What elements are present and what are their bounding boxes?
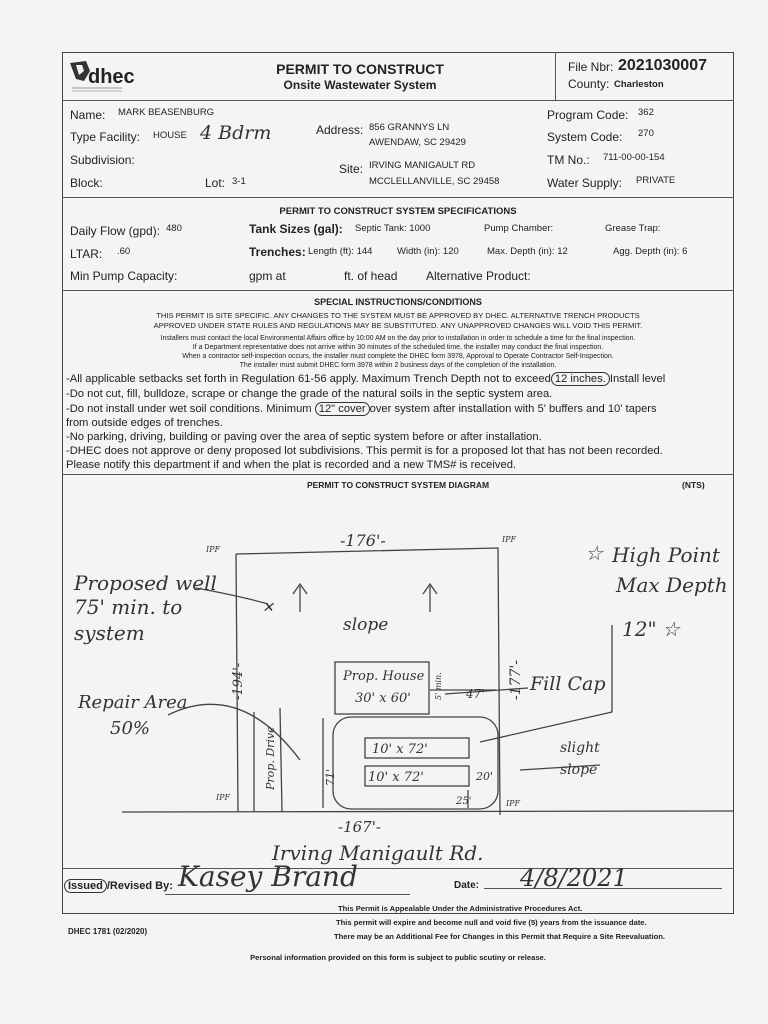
ipf-top-left: IPF [206,545,221,554]
inspection-note-3: When a contractor self-inspection occurs, the installer must complete the DHEC form 3978, Approval to Operate Contractor Self-Inspection. [182,353,614,360]
pump-chamber-label: Pump Chamber: [484,223,554,234]
name-value: MARK BEASENBURG [118,107,215,118]
cover-circled: 12" cover [315,402,370,416]
house-label-2: 30' x 60' [355,691,411,706]
bottom-dimension: -167'- [338,818,381,836]
gpm-label: gpm at [249,269,286,283]
ipf-top-right: IPF [502,535,517,544]
specs-title: PERMIT TO CONSTRUCT SYSTEM SPECIFICATIONS [279,206,517,217]
septic-tank-value: Septic Tank: 1000 [355,223,431,234]
high-point-star-icon-2: ☆ [662,617,680,641]
dim-25: 25' [456,796,472,807]
site-line-2: MCCLELLANVILLE, SC 29458 [369,176,500,187]
tm-no-label: TM No.: [547,153,590,167]
driveway-label: Prop. Drive [264,726,277,790]
inspection-note-1: Installers must contact the local Environmental Affairs office by 10:00 AM on the day prior to installation in order to schedule a time for the final inspection. [160,335,636,342]
date-label: Date: [454,880,480,891]
max-depth-circled: 12 inches. [551,372,610,386]
alt-product-label: Alternative Product: [426,269,531,283]
fee-note: There may be an Additional Fee for Changes in this Permit that Require a Site Reevaluation. [334,932,665,941]
daily-flow-label: Daily Flow (gpd): [70,224,161,238]
well-note-1: Proposed well [74,571,217,595]
trench-length: Length (ft): 144 [308,246,373,257]
system-code-value: 270 [638,128,654,139]
notice-line-2: APPROVED UNDER STATE RULES AND REGULATIONS MAY BE SUBSTITUTED. ANY UNAPPROVED CHANGES WILL VOID THIS PERMIT. [153,321,643,330]
issued-revised-label [64,880,173,892]
right-dimension: -177'- [508,659,524,700]
form-subtitle: Onsite Wastewater System [283,78,437,92]
diagram-title: PERMIT TO CONSTRUCT SYSTEM DIAGRAM [306,480,490,490]
bedroom-note: 4 Bdrm [200,122,272,144]
high-point-star-icon: ☆ [585,541,603,565]
left-dimension: -194'- [231,662,246,700]
ltar-label: LTAR: [70,247,103,261]
special-title: SPECIAL INSTRUCTIONS/CONDITIONS [314,297,482,307]
house-label-1: Prop. House [343,669,425,684]
repair-note-2: 50% [110,718,151,739]
program-code-value: 362 [638,107,654,118]
type-facility-value: HOUSE [153,130,187,141]
slope-label: slope [343,615,389,635]
program-code-label: Program Code: [547,108,629,122]
trench-2-label: 10' x 72' [368,770,424,785]
well-note-3: system [74,621,145,645]
file-nbr-value: 2021030007 [618,57,707,74]
install-level-text: Install level [609,373,666,385]
tm-no-value: 711-00-00-154 [603,152,665,163]
address-line-2: AWENDAW, SC 29429 [369,137,466,148]
dim-71: 71' [324,768,337,786]
water-supply-value: PRIVATE [636,175,676,186]
condition-setbacks-text: -All applicable setbacks set forth in Regulation 61-56 apply. Maximum Trench Depth not to exceed [66,373,551,385]
condition-plat-notify: Please notify this department if and when the plat is recorded and a new TMS# is received. [66,459,517,471]
slope-arrow-right [423,584,437,612]
driveway-line-2 [280,708,282,812]
trenches-label: Trenches: [249,245,306,259]
ipf-bottom-left: IPF [216,793,231,802]
slight-slope-2: slope [560,762,598,778]
site-line-1: IRVING MANIGAULT RD [369,160,476,171]
privacy-note: Personal information provided on this form is subject to public scutiny or release. [250,953,546,962]
type-facility-label: Type Facility: [70,130,141,144]
water-supply-label: Water Supply: [547,176,622,190]
trench-max-depth: Max. Depth (in): 12 [487,246,568,257]
tank-sizes-label: Tank Sizes (gal): [249,222,343,236]
form-title: PERMIT TO CONSTRUCT [276,61,444,77]
condition-no-parking: -No parking, driving, building or paving over the area of septic system before or after installation. [66,431,542,443]
buffers-text: over system after installation with 5' buffers and 10' tapers [369,403,657,415]
head-label: ft. of head [344,269,398,283]
subdivision-label: Subdivision: [70,153,135,167]
notice-line-1: THIS PERMIT IS SITE SPECIFIC. ANY CHANGES TO THE SYSTEM MUST BE APPROVED BY DHEC. ALTERNATIVE TRENCH PRODUCTS [156,311,640,320]
inspection-note-4: The installer must submit DHEC form 3978 within 2 business days of the completion of the installation. [239,362,557,369]
agency-name: dhec [88,66,135,88]
trench-1-label: 10' x 72' [372,742,428,757]
high-point-note-3: 12" [622,617,657,641]
trench-agg-depth: Agg. Depth (in): 6 [613,246,688,257]
dim-20: 20' [476,770,494,783]
five-min-label: 5' min. [434,672,443,700]
lot-label: Lot: [205,176,226,190]
condition-subdivisions: -DHEC does not approve or deny proposed lot subdivisions. This permit is for a proposed lot that has not been recorded. [66,445,663,457]
form-number: DHEC 1781 (02/2020) [68,927,148,936]
slight-slope-1: slight [560,740,600,756]
road-name: Irving Manigault Rd. [272,841,484,865]
high-point-note-2: Max Depth [616,573,728,597]
daily-flow-value: 480 [166,223,182,234]
diagram-nts: (NTS) [682,480,705,490]
inspection-note-2: If a Department representative does not arrive within 30 minutes of the scheduled time, the installer may conduct the final inspection. [192,344,604,351]
min-pump-label: Min Pump Capacity: [70,269,178,283]
county-value: Charleston [614,79,664,90]
lot-value: 3-1 [232,176,246,187]
slope-arrow-left [293,584,307,612]
name-label: Name: [70,108,106,122]
well-note-2: 75' min. to [74,595,183,619]
address-label: Address: [316,123,364,137]
condition-grade: -Do not cut, fill, bulldoze, scrape or change the grade of the natural soils in the septic system area. [66,388,553,400]
high-point-note-1: High Point [612,543,720,567]
county-label: County: [568,77,610,91]
signature: Kasey Brand [178,860,358,893]
drainfield-outline [333,717,498,809]
road-line [122,811,733,812]
issued-circled: Issued [64,879,107,893]
ltar-value: .60 [117,246,131,257]
appealable-note: This Permit is Appealable Under the Administrative Procedures Act. [338,904,583,913]
dim-47: 47' [466,687,485,701]
address-line-1: 856 GRANNYS LN [369,122,450,133]
site-label: Site: [339,162,364,176]
expiration-note: This permit will expire and become null and void five (5) years from the issuance date. [336,918,647,927]
condition-trench-edges: from outside edges of trenches. [66,417,223,429]
issue-date: 4/8/2021 [520,864,628,892]
top-dimension: -176'- [340,531,386,550]
system-code-label: System Code: [547,130,623,144]
file-nbr-label: File Nbr: [568,60,614,74]
ipf-bottom-right: IPF [506,799,521,808]
trench-width: Width (in): 120 [397,246,459,257]
fill-cap-label: Fill Cap [530,673,606,695]
block-label: Block: [70,176,103,190]
repair-note-1: Repair Area [78,692,188,713]
revised-by-label: /Revised By: [106,880,173,892]
grease-trap-label: Grease Trap: [605,223,661,234]
well-marker: ✕ [262,600,274,616]
condition-wet-soil-text: -Do not install under wet soil conditions. Minimum [66,403,312,415]
